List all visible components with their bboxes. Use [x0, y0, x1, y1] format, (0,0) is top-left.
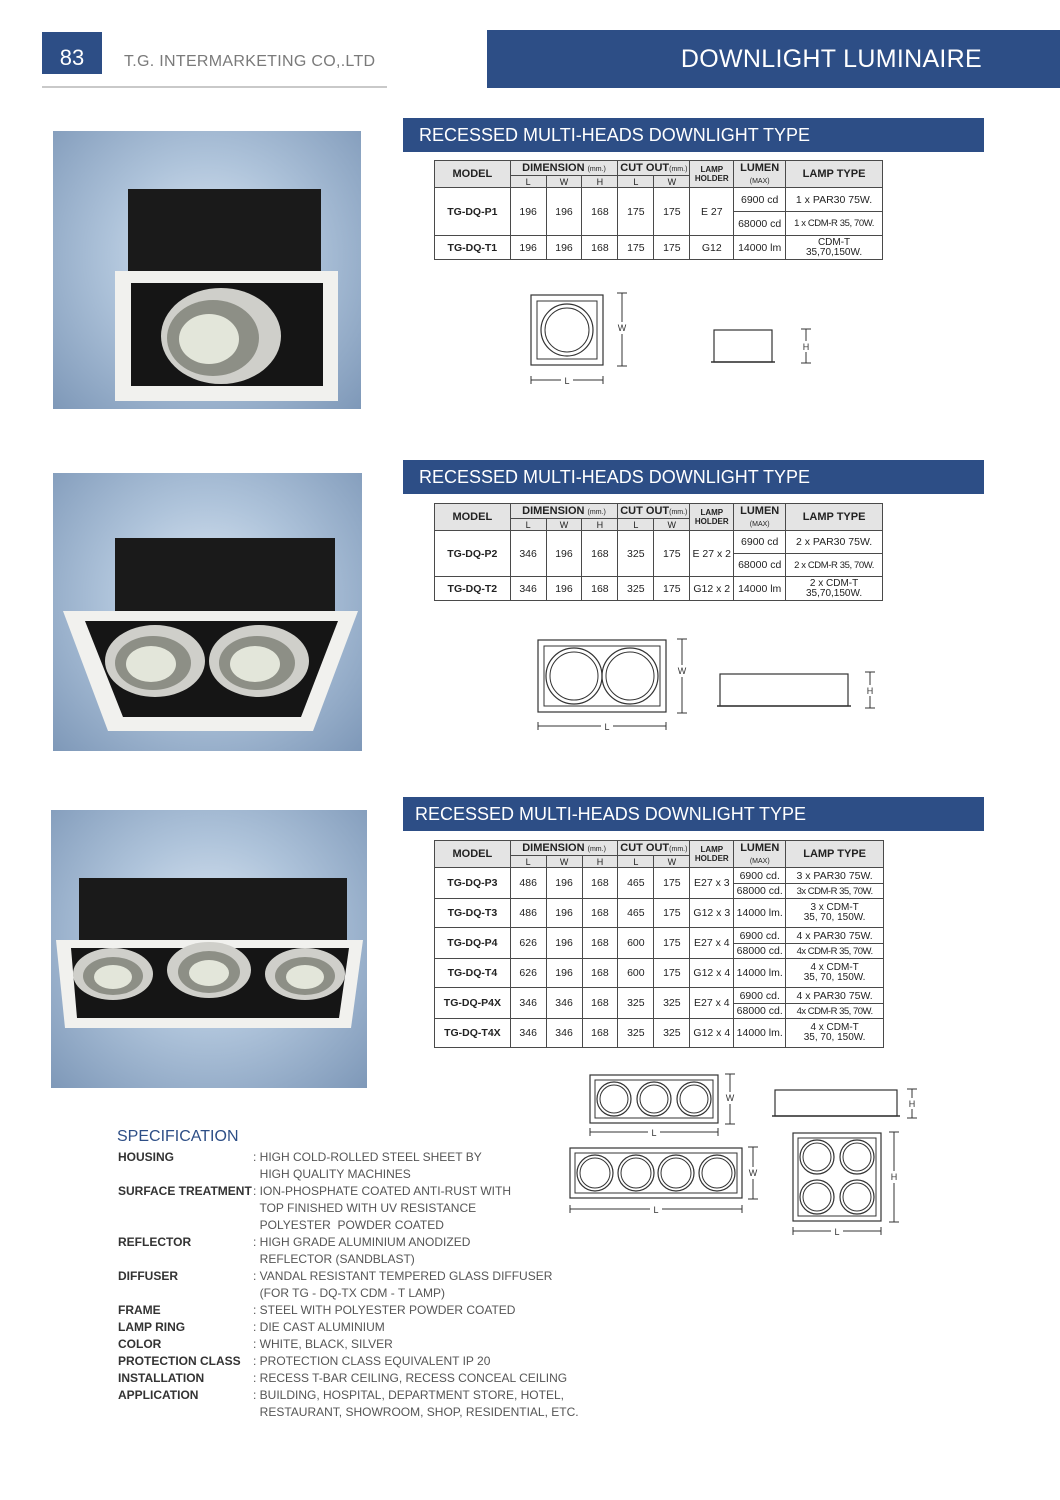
- dim-l-label: L: [653, 1205, 659, 1215]
- spec-key: PROTECTION CLASS: [118, 1354, 241, 1368]
- spec-value: [253, 1302, 593, 1319]
- spec-key: APPLICATION: [118, 1388, 199, 1402]
- spec-table-2: MODEL DIMENSION (mm.) CUT OUT(mm.) LAMP HOLDER LUMEN (MAX) LAMP TYPE L W H L W TG-DQ-P2 346 196 168 325 175 E 27 x 2 6900 cd 2 x PAR30 75W. 68000 cd 2 x CDM-R 35, 70W. TG-DQ-T2 346 196 168 325 175 G12 x 2 14000 lm 2 x CDM-T 35,70,150W.: [434, 503, 883, 601]
- table-row: 68000 cd 1 x CDM-R 35, 70W.: [435, 212, 883, 236]
- spec-value-line: : PROTECTION CLASS EQUIVALENT IP 20: [253, 1354, 491, 1368]
- col-cutout: CUT OUT(mm.): [618, 161, 690, 176]
- dim-l-label: L: [834, 1227, 840, 1237]
- col-dim-w: W: [546, 176, 582, 188]
- spec-value-line: : WHITE, BLACK, SILVER: [253, 1337, 393, 1351]
- table-row: 68000 cd 2 x CDM-R 35, 70W.: [435, 554, 883, 577]
- table-row: TG-DQ-P3 486 196 168 465 175 E27 x 3 6900 cd. 3 x PAR30 75W.: [435, 868, 884, 884]
- header-divider: [42, 86, 387, 88]
- table-row: TG-DQ-P4 626 196 168 600 175 E27 x 4 6900 cd. 4 x PAR30 75W.: [435, 928, 884, 944]
- spec-row: [118, 1370, 593, 1387]
- col-dim-h: H: [582, 176, 618, 188]
- spec-table-3: MODEL DIMENSION (mm.) CUT OUT(mm.) LAMP HOLDER LUMEN (MAX) LAMP TYPE L W H L W TG-DQ-P3 486 196 168 465 175 E27 x 3 6900 cd. 3 x PAR30 75W. 68000 cd. 3x CDM-R 35, 70W. TG-DQ-T3 486 196 168 465 175 G12 x 3 14000 lm. 3 x CDM-T 35, 70, 150W. TG-DQ-P4 626 196 168 600 175 E27 x 4 6900 cd. 4 x PAR30 75W. 68000 cd. 4x CDM-R 35, 70W. TG-DQ-T4 626 196 168 600 175 G12 x 4 14000 lm. 4 x CDM-T 35, 70, 150W. TG-DQ-P4X 346 346 168 325 325 E27 x 4 6900 cd. 4 x PAR30 75W. 68000 cd. 4x CDM-R 35, 70W. TG-DQ-T4X 346 346 168 325 325 G12 x 4 14000 lm. 4 x CDM-T 35, 70, 150W.: [434, 840, 884, 1048]
- spec-value: [253, 1183, 593, 1234]
- col-lamp-holder: LAMP HOLDER: [690, 504, 734, 531]
- specification-title: SPECIFICATION: [117, 1128, 239, 1145]
- spec-value-line: : HIGH COLD-ROLLED STEEL SHEET BY: [253, 1150, 482, 1164]
- col-lamp-holder: LAMP HOLDER: [690, 161, 734, 188]
- section-title: RECESSED MULTI-HEADS DOWNLIGHT TYPE: [403, 460, 984, 494]
- drawing-single-side-view: [710, 325, 820, 370]
- spec-value-line: (FOR TG - DQ-TX CDM - T LAMP): [253, 1286, 445, 1300]
- section-title: RECESSED MULTI-HEADS DOWNLIGHT TYPE: [403, 118, 984, 152]
- dim-h-label: H: [890, 1172, 898, 1182]
- table-row: TG-DQ-T4 626 196 168 600 175 G12 x 4 14000 lm. 4 x CDM-T 35, 70, 150W.: [435, 959, 884, 988]
- table-row: 68000 cd. 3x CDM-R 35, 70W.: [435, 884, 884, 899]
- spec-value: [253, 1387, 593, 1421]
- single-head-downlight-photo: [53, 131, 361, 409]
- spec-value: [253, 1268, 593, 1302]
- spec-row: [118, 1234, 593, 1268]
- table-row: TG-DQ-T2 346 196 168 325 175 G12 x 2 14000 lm 2 x CDM-T 35,70,150W.: [435, 577, 883, 601]
- triple-head-downlight-photo: [51, 810, 367, 1088]
- spec-row: [118, 1302, 593, 1319]
- spec-key: FRAME: [118, 1303, 161, 1317]
- drawing-double-top-view: [533, 635, 693, 735]
- spec-value-line: TOP FINISHED WITH UV RESISTANCE: [253, 1201, 477, 1215]
- spec-key: INSTALLATION: [118, 1371, 205, 1385]
- table-row: 68000 cd. 4x CDM-R 35, 70W.: [435, 944, 884, 959]
- spec-value-line: RESTAURANT, SHOWROOM, SHOP, RESIDENTIAL, ETC.: [253, 1405, 579, 1419]
- single-head-downlight-image: [53, 131, 361, 409]
- table-row: TG-DQ-T4X 346 346 168 325 325 G12 x 4 14000 lm. 4 x CDM-T 35, 70, 150W.: [435, 1019, 884, 1048]
- table-row: 68000 cd. 4x CDM-R 35, 70W.: [435, 1004, 884, 1019]
- dim-h-label: H: [866, 686, 874, 696]
- drawing-quad-square-top-view: [790, 1128, 910, 1240]
- col-model: MODEL: [435, 841, 511, 868]
- company-name: T.G. INTERMARKETING CO,.LTD: [124, 53, 376, 70]
- spec-value: [253, 1149, 593, 1183]
- spec-value-line: : RECESS T-BAR CEILING, RECESS CONCEAL CEILING: [253, 1371, 568, 1385]
- dim-l-label: L: [604, 722, 610, 732]
- double-head-downlight-image: [53, 473, 362, 751]
- dim-w-label: W: [677, 666, 687, 676]
- spec-key: REFLECTOR: [118, 1235, 192, 1249]
- col-lumen: LUMEN (MAX): [734, 161, 786, 188]
- col-lamp-type: LAMP TYPE: [786, 841, 884, 868]
- dim-w-label: W: [748, 1168, 758, 1178]
- col-model: MODEL: [435, 161, 511, 188]
- dim-l-label: L: [564, 376, 570, 386]
- specification-list: [118, 1149, 593, 1421]
- table-row: TG-DQ-T3 486 196 168 465 175 G12 x 3 14000 lm. 3 x CDM-T 35, 70, 150W.: [435, 899, 884, 928]
- col-cut-l: L: [618, 176, 654, 188]
- col-lamp-holder: LAMP HOLDER: [690, 841, 734, 868]
- table-row: TG-DQ-P2 346 196 168 325 175 E 27 x 2 6900 cd 2 x PAR30 75W.: [435, 531, 883, 554]
- spec-value-line: HIGH QUALITY MACHINES: [253, 1167, 411, 1181]
- spec-value: [253, 1319, 593, 1336]
- spec-row: [118, 1183, 593, 1234]
- dim-w-label: W: [617, 323, 627, 333]
- table-row: TG-DQ-P1 196 196 168 175 175 E 27 6900 cd 1 x PAR30 75W.: [435, 188, 883, 212]
- spec-row: [118, 1149, 593, 1183]
- drawing-quad-linear-top-view: [565, 1143, 765, 1218]
- spec-value-line: : BUILDING, HOSPITAL, DEPARTMENT STORE, HOTEL,: [253, 1388, 564, 1402]
- spec-value: [253, 1370, 593, 1387]
- spec-value: [253, 1336, 593, 1353]
- drawing-triple-top-view: [586, 1070, 746, 1140]
- dim-h-label: H: [802, 342, 810, 352]
- spec-value-line: : STEEL WITH POLYESTER POWDER COATED: [253, 1303, 516, 1317]
- col-cutout: CUT OUT(mm.): [618, 504, 690, 519]
- col-lamp-type: LAMP TYPE: [786, 504, 883, 531]
- dim-w-label: W: [725, 1093, 735, 1103]
- spec-value-line: REFLECTOR (SANDBLAST): [253, 1252, 415, 1266]
- spec-key: HOUSING: [118, 1150, 175, 1164]
- spec-value-line: : DIE CAST ALUMINIUM: [253, 1320, 385, 1334]
- spec-value-line: POLYESTER POWDER COATED: [253, 1218, 444, 1232]
- triple-head-downlight-image: [51, 810, 367, 1088]
- spec-value: [253, 1353, 593, 1370]
- double-head-downlight-photo: [53, 473, 362, 751]
- spec-value-line: : VANDAL RESISTANT TEMPERED GLASS DIFFUSER: [253, 1269, 553, 1283]
- col-lumen: LUMEN (MAX): [734, 504, 786, 531]
- spec-row: [118, 1336, 593, 1353]
- page-title: DOWNLIGHT LUMINAIRE: [487, 30, 1060, 88]
- spec-key: LAMP RING: [118, 1320, 186, 1334]
- spec-row: [118, 1268, 593, 1302]
- col-model: MODEL: [435, 504, 511, 531]
- col-dim-l: L: [510, 176, 546, 188]
- spec-value-line: : ION-PHOSPHATE COATED ANTI-RUST WITH: [253, 1184, 512, 1198]
- spec-value: [253, 1234, 593, 1268]
- spec-key: DIFFUSER: [118, 1269, 178, 1283]
- drawing-double-side-view: [715, 668, 885, 713]
- spec-key: SURFACE TREATMENT: [118, 1184, 252, 1198]
- col-cutout: CUT OUT(mm.): [618, 841, 690, 856]
- col-lumen: LUMEN (MAX): [734, 841, 786, 868]
- col-dimension: DIMENSION (mm.): [510, 841, 618, 856]
- table-row: TG-DQ-P4X 346 346 168 325 325 E27 x 4 6900 cd. 4 x PAR30 75W.: [435, 988, 884, 1004]
- spec-row: [118, 1353, 593, 1370]
- section-title: RECESSED MULTI-HEADS DOWNLIGHT TYPE: [403, 797, 984, 831]
- col-dimension: DIMENSION (mm.): [510, 504, 618, 519]
- spec-table-1: [434, 160, 883, 260]
- drawing-triple-side-view: [770, 1085, 920, 1125]
- spec-value-line: : HIGH GRADE ALUMINIUM ANODIZED: [253, 1235, 471, 1249]
- dim-l-label: L: [651, 1128, 657, 1138]
- col-dimension: DIMENSION (mm.): [510, 161, 618, 176]
- col-lamp-type: LAMP TYPE: [786, 161, 883, 188]
- spec-row: [118, 1387, 593, 1421]
- spec-row: [118, 1319, 593, 1336]
- page-number: 83: [42, 32, 102, 74]
- table-row: TG-DQ-T1 196 196 168 175 175 G12 14000 lm CDM-T 35,70,150W.: [435, 236, 883, 260]
- col-cut-w: W: [654, 176, 690, 188]
- drawing-single-top-view: [528, 290, 638, 390]
- spec-key: COLOR: [118, 1337, 162, 1351]
- dim-h-label: H: [908, 1099, 916, 1109]
